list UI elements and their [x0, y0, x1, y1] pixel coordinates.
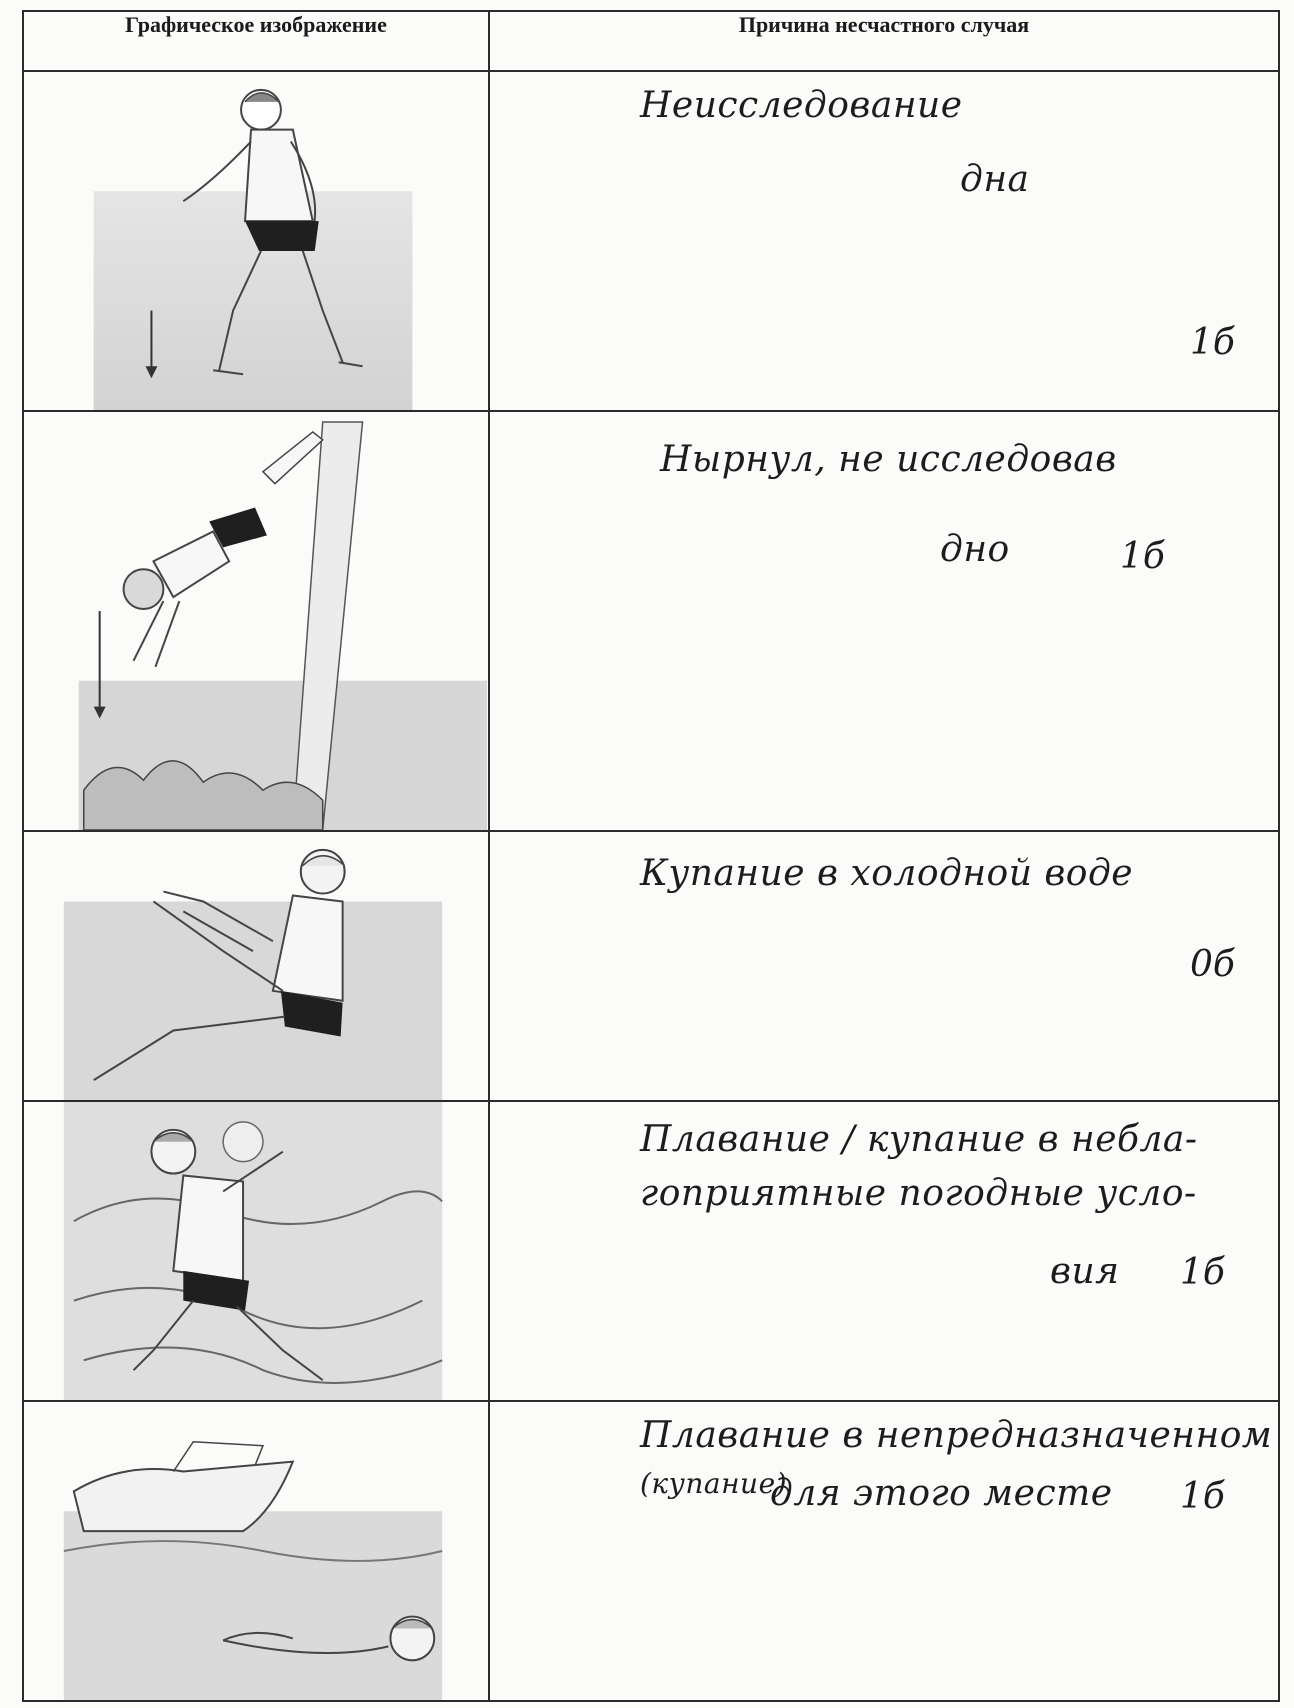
table-row [23, 411, 1279, 831]
handwritten-answer [490, 832, 1278, 1100]
table-row [23, 831, 1279, 1101]
answer-line: вия [1050, 1251, 1120, 1292]
answer-line: для этого месте [770, 1473, 1113, 1514]
table-row [23, 1401, 1279, 1701]
score-mark: 0б [1190, 944, 1235, 985]
answer-line: Плавание в непредназначенном [640, 1415, 1273, 1456]
boys-in-stormy-waves-image [24, 1102, 488, 1400]
illustration-cell [23, 71, 489, 411]
answer-line: Нырнул, не исследовав [660, 439, 1117, 480]
answer-cell [489, 71, 1279, 411]
score-mark: 1б [1180, 1476, 1225, 1517]
answer-line: дно [940, 529, 1010, 570]
illustration-cell [23, 831, 489, 1101]
handwritten-answer [490, 1402, 1278, 1700]
boy-stepping-into-water-image [24, 72, 488, 410]
score-mark: 1б [1180, 1252, 1225, 1293]
header-image: Графическое изображение [23, 11, 489, 71]
score-mark: 1б [1190, 322, 1235, 363]
illustration-cell [23, 411, 489, 831]
illustration-cell [23, 1401, 489, 1701]
answer-line: Плавание / купание в неблa- [640, 1119, 1198, 1160]
answer-line: дна [960, 159, 1030, 200]
answer-cell [489, 411, 1279, 831]
score-mark: 1б [1120, 536, 1165, 577]
handwritten-answer [490, 412, 1278, 830]
header-cause: Причина несчастного случая [489, 11, 1279, 71]
table-row [23, 71, 1279, 411]
table-header-row [23, 11, 1279, 71]
illustration-cell [23, 1101, 489, 1401]
answer-cell [489, 831, 1279, 1101]
accident-causes-table [22, 10, 1280, 1702]
answer-line: (купание) [640, 1467, 788, 1500]
answer-cell [489, 1101, 1279, 1401]
handwritten-answer [490, 1102, 1278, 1400]
answer-line: Купание в холодной воде [640, 853, 1134, 894]
handwritten-answer [490, 72, 1278, 410]
boy-diving-onto-rocks-image [24, 412, 488, 830]
answer-line: Неисследование [640, 85, 963, 126]
table-row [23, 1101, 1279, 1401]
boy-with-leg-cramp-image [24, 832, 488, 1100]
answer-line: гоприятные погодные усло- [640, 1173, 1197, 1214]
answer-cell [489, 1401, 1279, 1701]
boy-swimming-near-boat-image [24, 1402, 488, 1700]
